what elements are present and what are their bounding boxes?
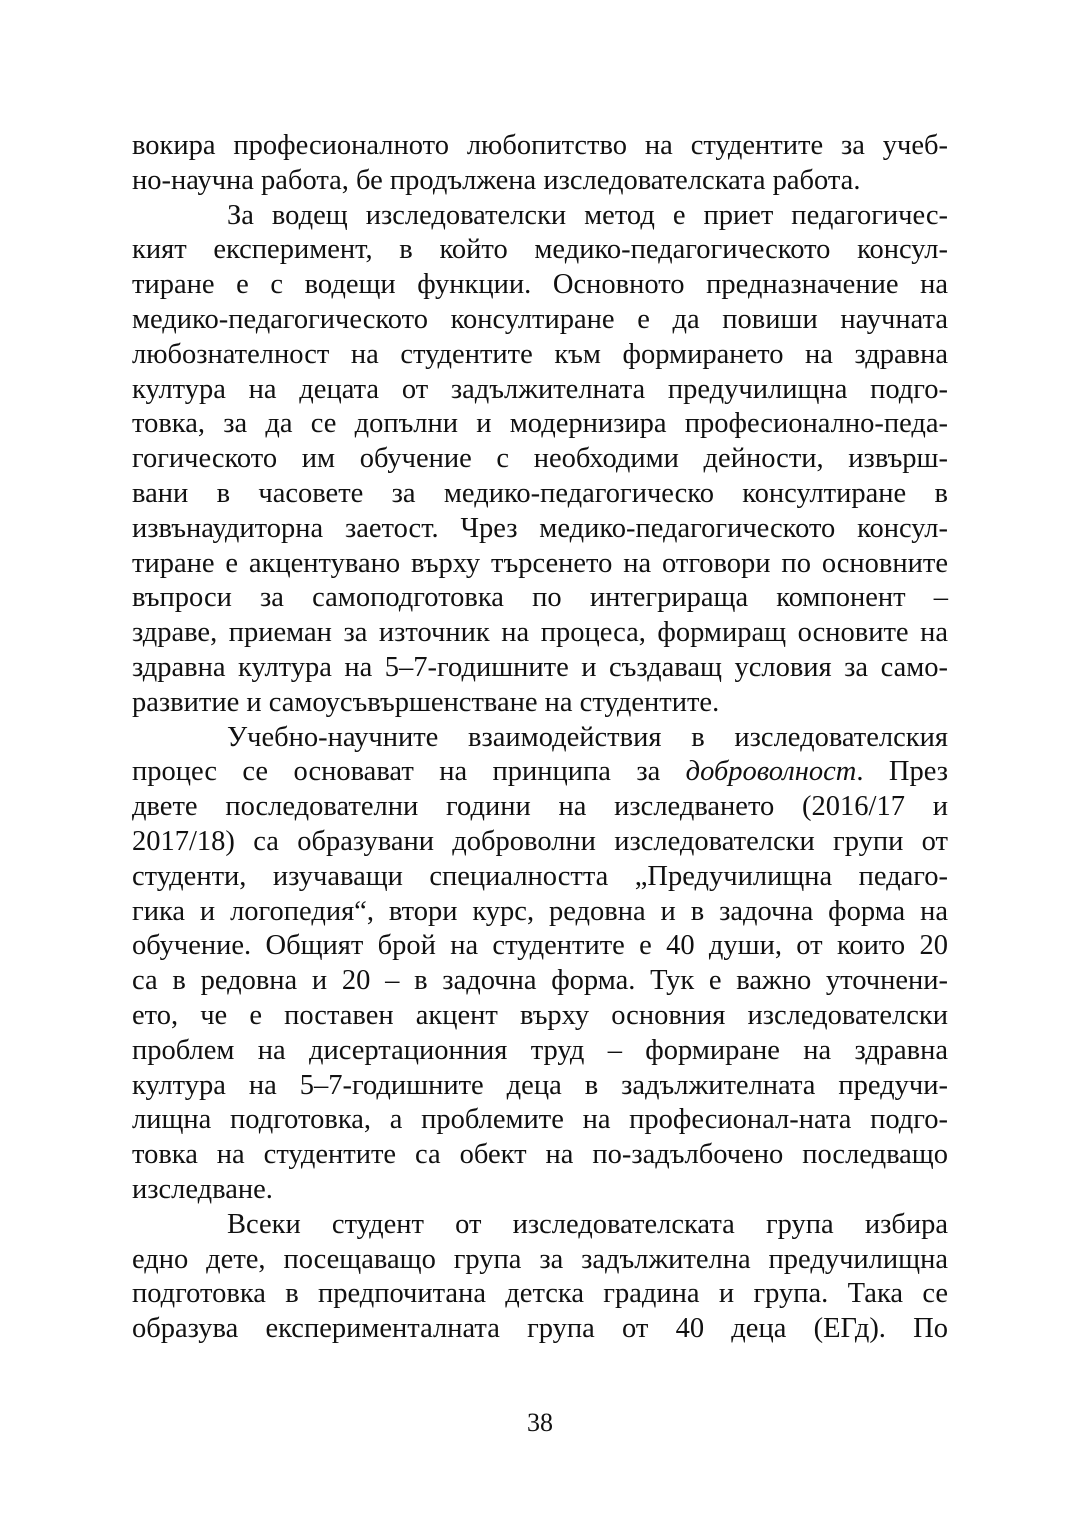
text-line: товка на студентите са обект на по-задълбочено последващо	[132, 1139, 948, 1171]
text-line: вокира професионалното любопитство на студентите за учеб-	[132, 130, 948, 161]
text-line-with-emphasis	[132, 755, 948, 790]
text-segment: процес се основават на принципа за	[132, 756, 686, 788]
text-line: Всеки студент от изследователската група избира	[227, 1208, 948, 1240]
page-number: 38	[527, 1408, 553, 1437]
text-line: медико-педагогическото консултиране е да повиши научната	[132, 303, 948, 335]
text-line: двете последователни години на изследването (2016/17 и	[132, 791, 948, 823]
text-line: култура на децата от задължителната предучилищна подго-	[132, 373, 948, 405]
text-line: здраве, приеман за източник на процеса, формиращ основите на	[132, 617, 948, 649]
text-line: развитие и самоусъвършенстване на студентите.	[132, 686, 720, 718]
text-line: тиране е акцентувано върху търсенето на отговори по основните	[132, 547, 948, 579]
text-line: подготовка в предпочитана детска градина и група. Така се	[132, 1278, 948, 1310]
text-segment: . През	[856, 756, 949, 788]
text-line: тиране е с водещи функции. Основното предназначение на	[132, 269, 948, 301]
text-line: 2017/18) са образувани доброволни изследователски групи от	[132, 825, 948, 857]
text-line: За водещ изследователски метод е приет педагогичес-	[227, 199, 948, 231]
text-line: са в редовна и 20 – в задочна форма. Тук е важно уточнени-	[132, 965, 948, 997]
paragraph	[132, 129, 948, 199]
text-line: любознателност на студентите към формирането на здравна	[132, 338, 948, 370]
text-line: ето, че е поставен акцент върху основния изследователски	[132, 999, 948, 1031]
text-line: здравна култура на 5–7-годишните и създаващ условия за само-	[132, 651, 948, 683]
text-line: кият експеримент, в който медико-педагогическото консул-	[132, 234, 948, 266]
text-line: товка, за да се допълни и модернизира професионално-педа-	[132, 408, 948, 440]
text-line: въпроси за самоподготовка по интегрираща компонент –	[132, 582, 948, 614]
text-line: гика и логопедия“, втори курс, редовна и в задочна форма на	[132, 895, 948, 927]
page-body	[132, 129, 948, 1347]
text-line: студенти, изучаващи специалността „Предучилищна педаго-	[132, 860, 948, 892]
text-line: гогическото им обучение с необходими дейности, извърш-	[132, 443, 948, 475]
paragraph	[132, 1208, 948, 1347]
text-line: образува експерименталната група от 40 деца (ЕГд). По	[132, 1313, 948, 1345]
text-line: извънаудиторна заетост. Чрез медико-педагогическото консул-	[132, 512, 948, 544]
emphasized-word: доброволност	[685, 756, 857, 788]
text-line: изследване.	[132, 1173, 273, 1205]
text-line: обучение. Общият брой на студентите е 40 души, от които 20	[132, 930, 948, 962]
text-line: култура на 5–7-годишните деца в задължителната предучи-	[132, 1069, 948, 1101]
text-line: Учебно-научните взаимодействия в изследователския	[227, 721, 948, 753]
paragraph	[132, 199, 948, 721]
text-line: едно дете, посещаващо група за задължителна предучилищна	[132, 1243, 948, 1275]
text-line: проблем на дисертационния труд – формиране на здравна	[132, 1034, 948, 1066]
text-line: вани в часовете за медико-педагогическо консултиране в	[132, 477, 948, 509]
text-line: лищна подготовка, а проблемите на професионал-ната подго-	[132, 1104, 948, 1136]
text-line: но-научна работа, бе продължена изследователската работа.	[132, 164, 861, 196]
paragraph	[132, 721, 948, 1208]
